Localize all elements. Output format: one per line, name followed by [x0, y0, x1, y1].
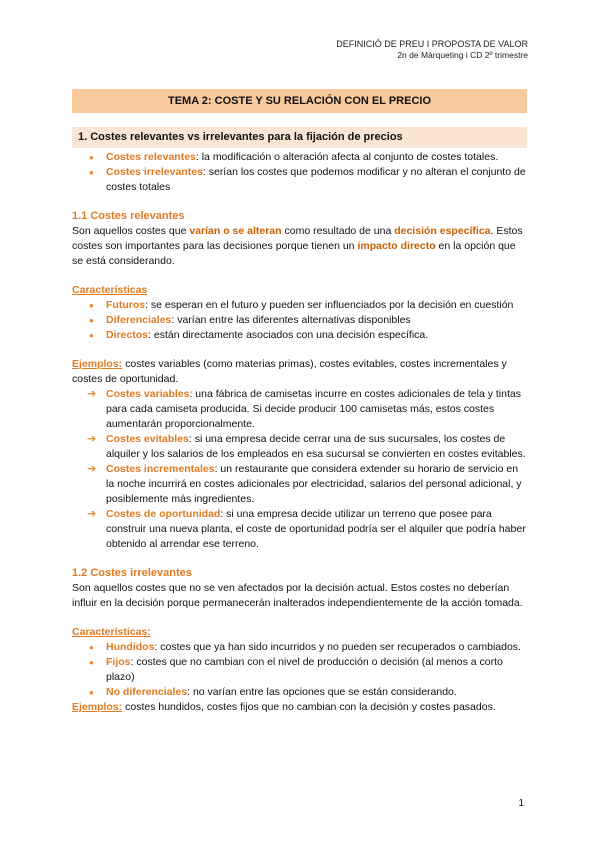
- list-item: ● Diferenciales: varían entre las diferentes alternativas disponibles: [106, 313, 527, 328]
- subsection-1-1-paragraph: Son aquellos costes que varían o se alteran como resultado de una decisión específica. Estos costes son importantes para las decisiones porque tienen un impacto directo en la opción que se está considerando.: [72, 225, 523, 267]
- page-number: 1: [518, 798, 524, 809]
- list-item: ● Fijos: costes que no cambian con el nivel de producción o decisión (al menos a corto plazo): [106, 655, 527, 685]
- list-item: ➔ Costes incrementales: un restaurante que considera extender su horario de servicio en la noche incurrirá en costes adicionales por electricidad, salarios del personal adicional, y posiblemente más ingredientes.: [106, 462, 527, 507]
- characteristics-list: [72, 640, 527, 700]
- term: Costes relevantes: [106, 151, 196, 163]
- term: Costes irrelevantes: [106, 166, 203, 178]
- examples-list: [72, 387, 527, 552]
- list-item: ● Futuros: se esperan en el futuro y pueden ser influenciados por la decisión en cuestión: [106, 298, 527, 313]
- definition: : la modificación o alteración afecta al conjunto de costes totales.: [195, 151, 499, 163]
- list-item: ➔ Costes de oportunidad: si una empresa decide utilizar un terreno que posee para construir una nueva planta, el coste de oportunidad podría ser el alquiler que podría haber obtenido al arrendar ese terreno.: [106, 507, 527, 552]
- list-item: ➔ Costes variables: una fábrica de camisetas incurre en costes adicionales de tela y tintas para cada camiseta producida. Si decide producir 100 camisetas más, estos costes aumentarán proporcionalmente.: [106, 387, 527, 432]
- list-item: ● No diferenciales: no varían entre las opciones que se están considerando.: [106, 685, 527, 700]
- examples-label: Ejemplos:: [72, 701, 123, 713]
- list-item: ● Directos: están directamente asociados con una decisión específica.: [106, 328, 527, 343]
- list-item: ● Hundidos: costes que ya han sido incurridos y no pueden ser recuperados o cambiados.: [106, 640, 527, 655]
- list-item: ➔ Costes evitables: si una empresa decide cerrar una de sus sucursales, los costes de alquiler y los salarios de los empleados en esa sucursal se convierten en costes evitables.: [106, 432, 527, 462]
- header-line-1: DEFINICIÓ DE PREU I PROPOSTA DE VALOR: [336, 39, 528, 49]
- subsection-1-2-heading: 1.2 Costes irrelevantes: [72, 567, 192, 579]
- section-1-bullets: [72, 150, 527, 195]
- document-body: [72, 150, 527, 715]
- highlight: decisión específica: [394, 225, 491, 237]
- highlight: impacto directo: [357, 240, 436, 252]
- list-item: [106, 165, 527, 195]
- examples-paragraph: Ejemplos: costes hundidos, costes fijos que no cambian con la decisión y costes pasados.: [72, 701, 496, 713]
- section-1-heading: 1. Costes relevantes vs irrelevantes para la fijación de precios: [72, 127, 527, 148]
- list-item: [106, 150, 527, 165]
- header-line-2: 2n de Màrqueting i CD 2º trimestre: [397, 50, 528, 60]
- examples-paragraph: Ejemplos: costes variables (como materias primas), costes evitables, costes incrementales y costes de oportunidad.: [72, 358, 507, 385]
- highlight: varían o se alteran: [189, 225, 282, 237]
- subsection-1-1-heading: 1.1 Costes relevantes: [72, 210, 185, 222]
- definition: : serían los costes que podemos modificar y no alteran el conjunto de costes totales: [106, 166, 526, 193]
- characteristics-list: [72, 298, 527, 343]
- characteristics-label: Características:: [72, 626, 151, 638]
- page-title: TEMA 2: COSTE Y SU RELACIÓN CON EL PRECIO: [72, 89, 527, 113]
- subsection-1-2-paragraph: Son aquellos costes que no se ven afectados por la decisión actual. Estos costes no deberían influir en la decisión porque permanecerán inalterados independientemente de la acción tomada.: [72, 582, 523, 609]
- examples-label: Ejemplos:: [72, 358, 123, 370]
- characteristics-label: Características: [72, 284, 148, 296]
